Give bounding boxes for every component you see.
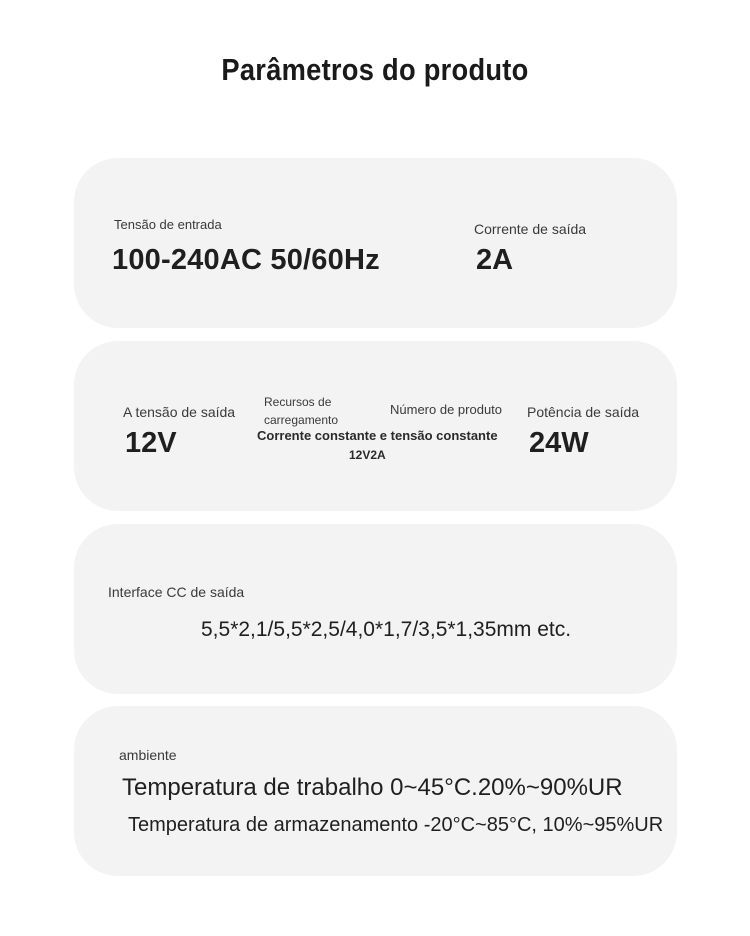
input-voltage-value: 100-240AC 50/60Hz: [112, 244, 380, 276]
output-specs-card: [74, 341, 677, 511]
product-number-value: 12V2A: [349, 448, 386, 462]
charging-features-value: Corrente constante e tensão constante: [257, 428, 498, 443]
output-power-value: 24W: [529, 427, 589, 459]
output-voltage-label: A tensão de saída: [123, 404, 236, 420]
charging-features-label: [264, 393, 344, 429]
environment-label: ambiente: [119, 747, 177, 763]
environment-card: [74, 706, 677, 876]
output-power-label: Potência de saída: [527, 404, 640, 420]
dc-interface-card: [74, 524, 677, 694]
output-current-label: Corrente de saída: [474, 221, 587, 237]
output-voltage-value: 12V: [125, 427, 177, 459]
working-temperature-value: Temperatura de trabalho 0~45°C.20%~90%UR: [122, 774, 623, 801]
product-number-label: Número de produto: [390, 402, 503, 417]
page-title: Parâmetros do produto: [221, 52, 529, 87]
dc-interface-value: 5,5*2,1/5,5*2,5/4,0*1,7/3,5*1,35mm etc.: [201, 618, 572, 641]
charging-features-label-text: Recursos de carregamento: [264, 395, 339, 427]
storage-temperature-value: Temperatura de armazenamento -20°C~85°C, 10%~95%UR: [128, 814, 664, 836]
input-voltage-label: Tensão de entrada: [114, 217, 222, 232]
input-specs-card: [74, 158, 677, 328]
output-current-value: 2A: [476, 244, 514, 276]
dc-interface-label: Interface CC de saída: [108, 584, 245, 600]
